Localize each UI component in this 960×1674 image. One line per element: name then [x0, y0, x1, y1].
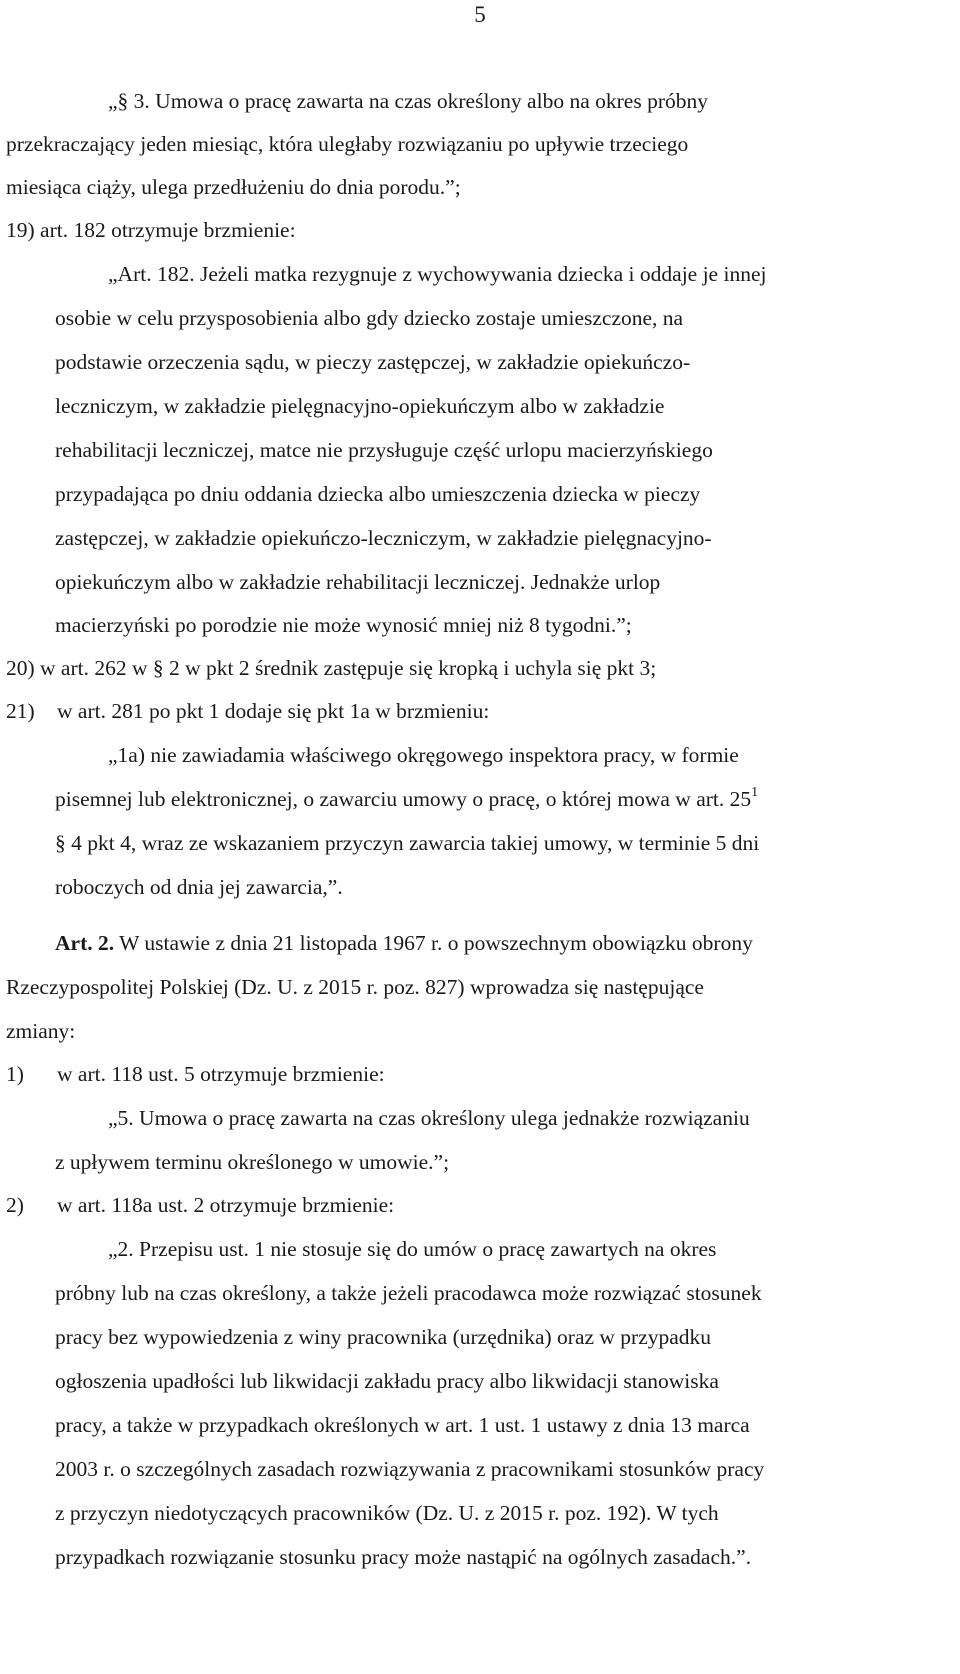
paragraph-line: z przyczyn niedotyczących pracowników (Dz. U. z 2015 r. poz. 192). W tych: [55, 1501, 719, 1525]
paragraph-line: 2003 r. o szczególnych zasadach rozwiązywania z pracownikami stosunków pracy: [55, 1457, 765, 1481]
paragraph-line: § 4 pkt 4, wraz ze wskazaniem przyczyn zawarcia takiej umowy, w terminie 5 dni: [55, 831, 760, 855]
superscript: 1: [751, 785, 759, 800]
list-item-21-number: 21): [6, 699, 35, 723]
paragraph-line: Rzeczypospolitej Polskiej (Dz. U. z 2015 r. poz. 827) wprowadza się następujące: [6, 975, 704, 999]
list-item-19: 19) art. 182 otrzymuje brzmienie:: [6, 218, 296, 242]
paragraph-line: rehabilitacji leczniczej, matce nie przysługuje część urlopu macierzyńskiego: [55, 438, 713, 462]
paragraph-line: ogłoszenia upadłości lub likwidacji zakładu pracy albo likwidacji stanowiska: [55, 1369, 719, 1393]
list-item-1-text: w art. 118 ust. 5 otrzymuje brzmienie:: [57, 1062, 385, 1086]
paragraph-line: z upływem terminu określonego w umowie.”;: [55, 1150, 450, 1174]
paragraph-line: „§ 3. Umowa o pracę zawarta na czas określony albo na okres próbny: [108, 89, 708, 113]
paragraph-line: próbny lub na czas określony, a także jeżeli pracodawca może rozwiązać stosunek: [55, 1281, 762, 1305]
list-item-20: 20) w art. 262 w § 2 w pkt 2 średnik zastępuje się kropką i uchyla się pkt 3;: [6, 656, 657, 680]
page-number: 5: [474, 2, 486, 27]
list-item-2-number: 2): [6, 1193, 24, 1217]
paragraph-line: pracy, a także w przypadkach określonych w art. 1 ust. 1 ustawy z dnia 13 marca: [55, 1413, 750, 1437]
paragraph-line: pracy bez wypowiedzenia z winy pracownika (urzędnika) oraz w przypadku: [55, 1325, 712, 1349]
paragraph-line: podstawie orzeczenia sądu, w pieczy zastępczej, w zakładzie opiekuńczo-: [55, 350, 691, 374]
list-item-1-number: 1): [6, 1062, 24, 1086]
paragraph-line: przypadkach rozwiązanie stosunku pracy może nastąpić na ogólnych zasadach.”.: [55, 1545, 752, 1569]
paragraph-line: „5. Umowa o pracę zawarta na czas określony ulega jednakże rozwiązaniu: [108, 1106, 750, 1130]
paragraph-line: zmiany:: [6, 1019, 76, 1043]
paragraph-line: „2. Przepisu ust. 1 nie stosuje się do umów o pracę zawartych na okres: [108, 1237, 717, 1261]
paragraph-line: osobie w celu przysposobienia albo gdy dziecko zostaje umieszczone, na: [55, 306, 684, 330]
list-item-21-text: w art. 281 po pkt 1 dodaje się pkt 1a w brzmieniu:: [57, 699, 490, 723]
paragraph-line: zastępczej, w zakładzie opiekuńczo-leczniczym, w zakładzie pielęgnacyjno-: [55, 526, 712, 550]
paragraph-text: pisemnej lub elektronicznej, o zawarciu umowy o pracę, o której mowa w art. 25: [55, 787, 752, 811]
paragraph-line: leczniczym, w zakładzie pielęgnacyjno-opiekuńczym albo w zakładzie: [55, 394, 665, 418]
article-label: Art. 2.: [55, 931, 115, 955]
paragraph-line: roboczych od dnia jej zawarcia,”.: [55, 875, 343, 899]
list-item-2-text: w art. 118a ust. 2 otrzymuje brzmienie:: [57, 1193, 395, 1217]
paragraph-line: miesiąca ciąży, ulega przedłużeniu do dnia porodu.”;: [6, 175, 461, 199]
paragraph-line: przypadająca po dniu oddania dziecka albo umieszczenia dziecka w pieczy: [55, 482, 701, 506]
paragraph-line: [55, 784, 758, 814]
paragraph-line: „1a) nie zawiadamia właściwego okręgowego inspektora pracy, w formie: [108, 743, 739, 767]
paragraph-line: przekraczający jeden miesiąc, która uległaby rozwiązaniu po upływie trzeciego: [6, 132, 689, 156]
paragraph-line: opiekuńczym albo w zakładzie rehabilitacji leczniczej. Jednakże urlop: [55, 570, 661, 594]
paragraph-line: „Art. 182. Jeżeli matka rezygnuje z wychowywania dziecka i oddaje je innej: [108, 262, 767, 286]
paragraph-line: macierzyński po porodzie nie może wynosić mniej niż 8 tygodni.”;: [55, 613, 632, 637]
paragraph-text: W ustawie z dnia 21 listopada 1967 r. o powszechnym obowiązku obrony: [119, 931, 753, 955]
article-heading-line: [55, 928, 753, 958]
